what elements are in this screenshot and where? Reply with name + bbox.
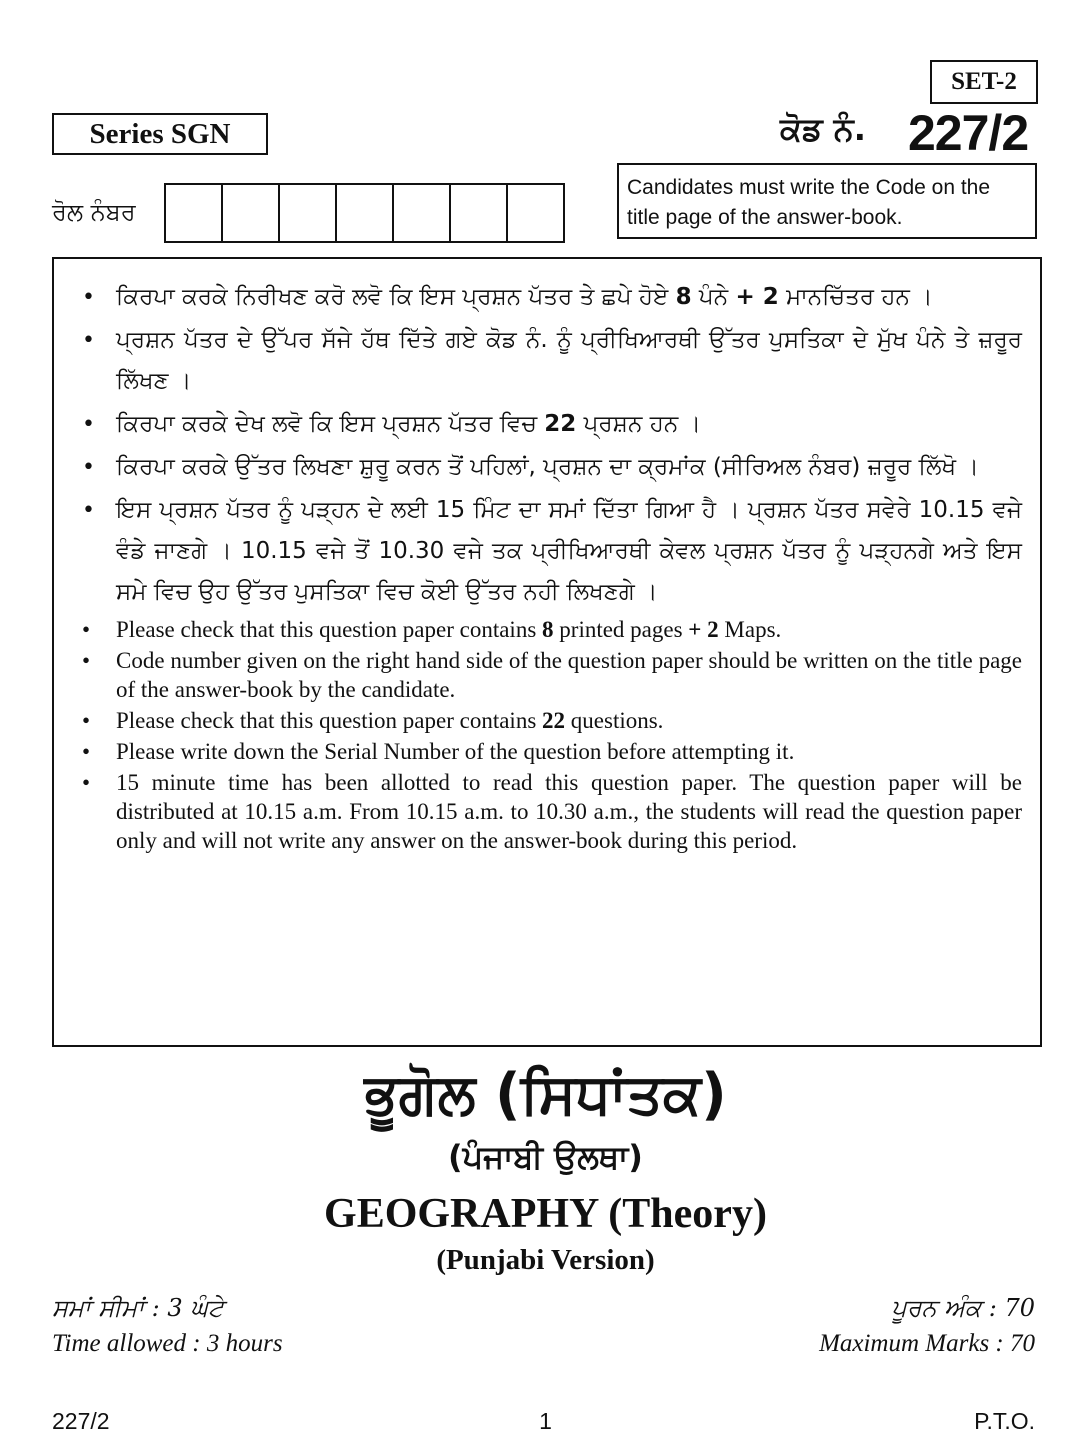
instruction-en-4: • Please write down the Serial Number of the question before attempting it. [70, 737, 1022, 766]
instruction-pa-5: • ਇਸ ਪ੍ਰਸ਼ਨ ਪੱਤਰ ਨੂੰ ਪੜ੍ਹਨ ਦੇ ਲਈ 15 ਮਿੰਟ ਦਾ ਸਮਾਂ ਦਿੱਤਾ ਗਿਆ ਹੈ । ਪ੍ਰਸ਼ਨ ਪੱਤਰ ਸਵੇਰੇ 10.15 ਵਜੇ ਵੰਡੇ ਜਾਣਗੇ । 10.15 ਵਜੇ ਤੋਂ 10.30 ਵਜੇ ਤਕ ਪ੍ਰੀਖਿਆਰਥੀ ਕੇਵਲ ਪ੍ਰਸ਼ਨ ਪੱਤਰ ਨੂੰ ਪੜ੍ਹਨਗੇ ਅਤੇ ਇਸ ਸਮੇ ਵਿਚ ਉਹ ਉੱਤਰ ਪੁਸਤਿਕਾ ਵਿਚ ਕੋਈ ਉੱਤਰ ਨਹੀ ਲਿਖਣਗੇ । [70, 490, 1022, 613]
instructions-english [70, 615, 1022, 855]
code-label: ਕੋਡ ਨੰ. [780, 110, 866, 148]
roll-number-cell[interactable] [392, 185, 449, 241]
page-number: 1 [539, 1408, 552, 1434]
instruction-pa-1: • ਕਿਰਪਾ ਕਰਕੇ ਨਿਰੀਖਣ ਕਰੋ ਲਵੋ ਕਿ ਇਸ ਪ੍ਰਸ਼ਨ ਪੱਤਰ ਤੇ ਛਪੇ ਹੋਏ 8 ਪੰਨੇ + 2 ਮਾਨਚਿੱਤਰ ਹਨ । [70, 277, 1022, 318]
roll-number-cell[interactable] [506, 185, 563, 241]
instruction-en-3: • Please check that this question paper contains 22 questions. [70, 706, 1022, 735]
footer-code: 227/2 [52, 1408, 110, 1434]
instructions-punjabi [70, 277, 1022, 613]
pto-label: P.T.O. [974, 1408, 1035, 1434]
candidate-note: Candidates must write the Code on the title page of the answer-book. [617, 163, 1037, 239]
time-allowed-punjabi: ਸਮਾਂ ਸੀਮਾਂ : 3 ਘੰਟੇ [52, 1294, 224, 1322]
roll-number-cell[interactable] [335, 185, 392, 241]
instruction-en-5: • 15 minute time has been allotted to read this question paper. The question paper will be distributed at 10.15 a.m. From 10.15 a.m. to 10.30 a.m., the students will read the question paper only and will not write any answer on the answer-book during this period. [70, 768, 1022, 855]
roll-number-cell[interactable] [278, 185, 335, 241]
subtitle-punjabi: (ਪੰਜਾਬੀ ਉਲਥਾ) [448, 1138, 643, 1176]
roll-number-cell[interactable] [221, 185, 278, 241]
time-allowed-english: Time allowed : 3 hours [52, 1330, 283, 1357]
series-label: Series SGN [52, 113, 268, 155]
roll-number-cell[interactable] [166, 185, 221, 241]
instruction-en-2: • Code number given on the right hand side of the question paper should be written on the title page of the answer-book by the candidate. [70, 646, 1022, 704]
roll-number-label: ਰੋਲ ਨੰਬਰ [52, 198, 136, 226]
instruction-pa-2: • ਪ੍ਰਸ਼ਨ ਪੱਤਰ ਦੇ ਉੱਪਰ ਸੱਜੇ ਹੱਥ ਦਿੱਤੇ ਗਏ ਕੋਡ ਨੰ. ਨੂੰ ਪ੍ਰੀਖਿਆਰਥੀ ਉੱਤਰ ਪੁਸਤਿਕਾ ਦੇ ਮੁੱਖ ਪੰਨੇ ਤੇ ਜ਼ਰੂਰ ਲਿੱਖਣ । [70, 320, 1022, 402]
instruction-en-1: • Please check that this question paper contains 8 printed pages + 2 Maps. [70, 615, 1022, 644]
title-english: GEOGRAPHY (Theory) [324, 1191, 767, 1237]
set-label: SET-2 [930, 60, 1038, 104]
instruction-pa-3: • ਕਿਰਪਾ ਕਰਕੇ ਦੇਖ ਲਵੋ ਕਿ ਇਸ ਪ੍ਰਸ਼ਨ ਪੱਤਰ ਵਿਚ 22 ਪ੍ਰਸ਼ਨ ਹਨ । [70, 404, 1022, 445]
instruction-pa-4: • ਕਿਰਪਾ ਕਰਕੇ ਉੱਤਰ ਲਿਖਣਾ ਸ਼ੁਰੂ ਕਰਨ ਤੋਂ ਪਹਿਲਾਂ, ਪ੍ਰਸ਼ਨ ਦਾ ਕ੍ਰਮਾਂਕ (ਸੀਰਿਅਲ ਨੰਬਰ) ਜ਼ਰੂਰ ਲਿੱਖੋ । [70, 447, 1022, 488]
roll-number-cell[interactable] [449, 185, 506, 241]
code-number: 227/2 [908, 105, 1029, 161]
max-marks-english: Maximum Marks : 70 [819, 1330, 1035, 1357]
roll-number-boxes[interactable] [164, 183, 565, 243]
max-marks-punjabi: ਪੂਰਨ ਅੰਕ : 70 [891, 1294, 1035, 1322]
instructions-box [52, 257, 1042, 1047]
subtitle-english: (Punjabi Version) [436, 1244, 655, 1276]
title-punjabi: ਭੂਗੋਲ (ਸਿਧਾਂਤਕ) [364, 1062, 727, 1127]
